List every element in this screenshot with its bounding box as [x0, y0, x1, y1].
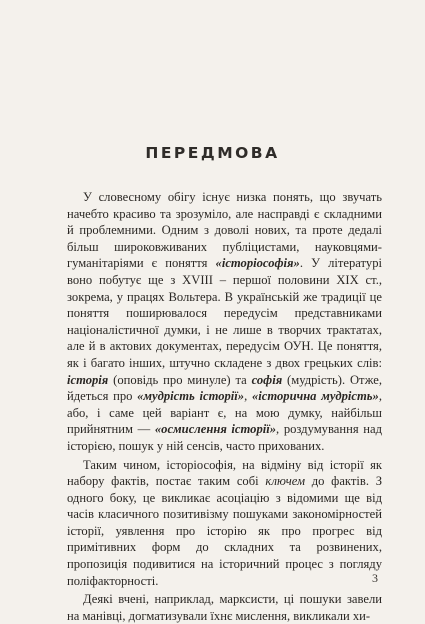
text-run: , або, і саме цей варіант є, на мою думку, найбільш прийнятним —: [67, 389, 383, 437]
text-run: Таким чином, історіософія, на відміну від історії як набору фактів, постає таким собі: [67, 457, 382, 489]
emphasized-term: «історіософія»: [215, 256, 300, 271]
paragraph: [67, 591, 382, 624]
emphasized-term: софія: [251, 372, 283, 387]
paragraph: [67, 189, 382, 455]
text-run: Деякі вчені, наприклад, марксисти, ці пошуки завели на манівці, догматизували їхнє мислення, викликали хи-: [67, 592, 382, 623]
emphasized-term: «мудрість історії»: [137, 389, 245, 404]
text-run: (мудрість). Отже, йдеться про: [67, 372, 382, 404]
text-run: (оповідь про минуле) та: [108, 372, 252, 387]
page-number: 3: [372, 571, 378, 585]
text-run: У словесному обігу існує низка понять, що звучать начебто красиво та зрозуміло, але насправді є складними й проблемними. Одним з доволі нових, та проте дедалі більш широковживаних публіцистами, науковцями-гуманітаріями є поняття: [67, 190, 382, 271]
text-run: ,: [244, 389, 252, 404]
emphasized-term: «осмислення історії»: [154, 422, 277, 437]
text-run: . У літературі воно побутує ще з XVIII – першої половини XIX ст., зокрема, у працях Вольтера. В українській же традиції це поняття поширювалося передусім представниками націоналістичної думки, і не лише в творчих трактатах, але й в актових документах, передусім ОУН. Це поняття, як і багато інших, штучно складене з двох грецьких слів:: [67, 256, 382, 370]
text-run: , роздумування над історією, пошук у ній сенсів, часто прихованих.: [67, 422, 382, 453]
emphasized-term: «історична мудрість»: [251, 389, 379, 404]
paragraph: [67, 457, 382, 590]
text-run: до фактів. З одного боку, це викликає асоціацію з відомими ще від часів класичного позитивізму пошуками закономірностей історії, уявлення про історію як про прогрес від примітивних форм до складних та розвинених, пропозиція подивитися на історичний процес з погляду поліфакторності.: [67, 474, 382, 588]
emphasized-term: ключем: [265, 474, 306, 489]
body-text: [67, 189, 382, 624]
emphasized-term: історія: [67, 372, 109, 387]
page-title: ПЕРЕДМОВА: [145, 144, 280, 162]
